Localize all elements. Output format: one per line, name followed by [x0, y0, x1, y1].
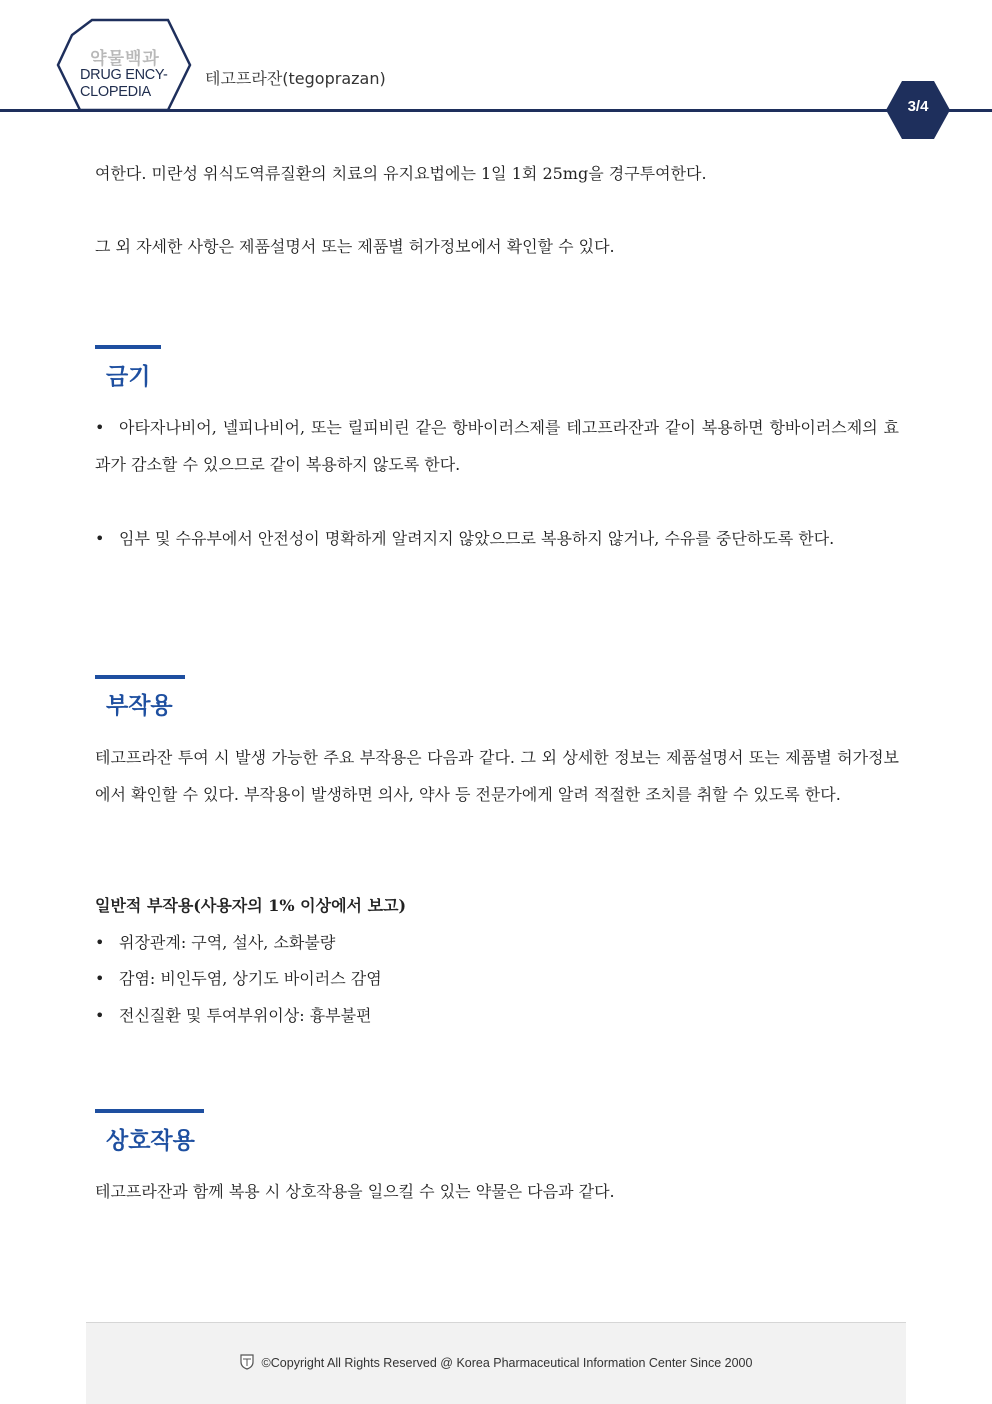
logo-english-text	[80, 67, 176, 101]
section-title-side-effects: 부작용	[106, 693, 173, 719]
section-title-contraindications: 금기	[106, 364, 151, 390]
bullet-dot: •	[95, 1006, 105, 1025]
bullet-dot: •	[95, 529, 105, 548]
side-effect-item-2	[95, 966, 382, 989]
contraindication-item-2-text: 임부 및 수유부에서 안전성이 명확하게 알려지지 않았으므로 복용하지 않거나, 수유를 중단하도록 한다.	[119, 529, 835, 548]
bullet-dot: •	[95, 933, 105, 952]
intro-paragraph-2: 그 외 자세한 사항은 제품설명서 또는 제품별 허가정보에서 확인할 수 있다.	[95, 237, 615, 256]
side-effect-item-3-text: 전신질환 및 투여부위이상: 흉부불편	[119, 1006, 372, 1025]
logo-en-line1: DRUG ENCY-	[80, 67, 168, 83]
section-bar-contraindications	[95, 345, 161, 349]
bullet-dot: •	[95, 969, 105, 988]
logo-korean-text: 약물백과	[90, 49, 160, 69]
side-effect-item-1-text: 위장관계: 구역, 설사, 소화불량	[119, 933, 336, 952]
section-bar-side-effects	[95, 675, 185, 679]
section-title-interactions: 상호작용	[106, 1128, 195, 1154]
shield-emblem-icon	[240, 1354, 254, 1373]
page-header	[0, 0, 992, 140]
side-effect-item-3	[95, 1003, 372, 1026]
side-effects-intro: 테고프라잔 투여 시 발생 가능한 주요 부작용은 다음과 같다. 그 외 상세한 정보는 제품설명서 또는 제품별 허가정보에서 확인할 수 있다. 부작용이 발생하면 의사, 약사 등 전문가에게 알려 적절한 조치를 취할 수 있도록 한다.	[95, 748, 899, 804]
section-bar-interactions	[95, 1109, 204, 1113]
page-number: 3/4	[907, 98, 929, 115]
contraindication-item-2	[95, 520, 899, 557]
intro-paragraph-1: 여한다. 미란성 위식도역류질환의 치료의 유지요법에는 1일 1회 25mg을 경구투여한다.	[95, 164, 707, 183]
logo-en-line2: CLOPEDIA	[80, 84, 151, 100]
side-effect-item-1	[95, 930, 335, 953]
page-footer	[86, 1322, 906, 1404]
footer-copyright-row	[86, 1354, 906, 1373]
contraindication-item-1-text: 아타자나비어, 넬피나비어, 또는 릴피비린 같은 항바이러스제를 테고프라잔과 같이 복용하면 항바이러스제의 효과가 감소할 수 있으므로 같이 복용하지 않도록 한다.	[95, 418, 899, 474]
common-side-effects-heading: 일반적 부작용(사용자의 1% 이상에서 보고)	[95, 896, 407, 915]
document-title: 테고프라잔(tegoprazan)	[205, 69, 386, 88]
side-effect-item-2-text: 감염: 비인두염, 상기도 바이러스 감염	[119, 969, 382, 988]
footer-copyright-text: ©Copyright All Rights Reserved @ Korea Pharmaceutical Information Center Since 2000	[261, 1355, 753, 1370]
bullet-dot: •	[95, 418, 105, 437]
interactions-intro: 테고프라잔과 함께 복용 시 상호작용을 일으킬 수 있는 약물은 다음과 같다.	[95, 1182, 615, 1201]
contraindication-item-1	[95, 409, 899, 483]
